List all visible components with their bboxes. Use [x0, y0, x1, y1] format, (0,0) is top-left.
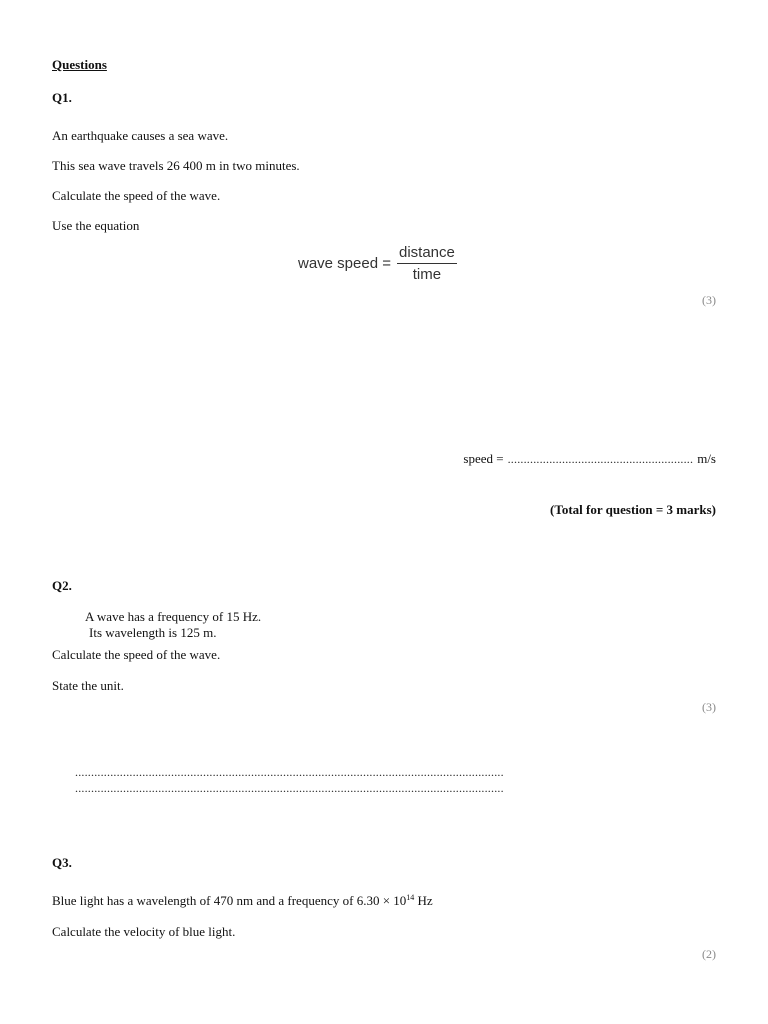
q3-marks: (2) — [702, 947, 716, 961]
q2-line-1: A wave has a frequency of 15 Hz. — [85, 609, 262, 624]
q3-line-1-text: Blue light has a wavelength of 470 nm and a frequency of 6.30 × 10 — [52, 893, 407, 908]
q1-total-marks: (Total for question = 3 marks) — [550, 502, 716, 517]
q1-answer-dots: .......................................................... — [507, 452, 694, 466]
q2-answer-line-1[interactable]: ...................................................................................................................................... — [75, 765, 504, 779]
equation-numerator: distance — [397, 244, 457, 264]
q2-line-4: State the unit. — [52, 678, 124, 693]
q1-answer-label: speed = — [463, 451, 504, 466]
q3-label: Q3. — [52, 855, 72, 870]
q1-line-3: Calculate the speed of the wave. — [52, 188, 221, 203]
q1-marks: (3) — [702, 293, 716, 307]
q2-line-3: Calculate the speed of the wave. — [52, 647, 221, 662]
page-title: Questions — [52, 57, 107, 72]
q3-exponent: 14 — [406, 893, 415, 902]
q3-line-1 — [52, 893, 433, 909]
q2-answer-line-2[interactable]: ...................................................................................................................................... — [75, 781, 504, 795]
q1-line-1: An earthquake causes a sea wave. — [52, 128, 229, 143]
q2-marks: (3) — [702, 700, 716, 714]
q1-answer-unit: m/s — [697, 451, 716, 466]
q3-line-2: Calculate the velocity of blue light. — [52, 924, 236, 939]
q2-label: Q2. — [52, 578, 72, 593]
q1-label: Q1. — [52, 90, 72, 105]
q1-line-2: This sea wave travels 26 400 m in two minutes. — [52, 158, 300, 173]
wave-speed-equation — [298, 244, 457, 283]
equation-lhs: wave speed = — [298, 255, 391, 272]
q1-line-4: Use the equation — [52, 218, 140, 233]
q1-answer-line[interactable] — [463, 450, 716, 468]
q2-line-2: Its wavelength is 125 m. — [89, 625, 217, 640]
q3-line-1-unit: Hz — [414, 893, 433, 908]
equation-fraction — [397, 244, 457, 283]
equation-denominator: time — [412, 266, 442, 283]
